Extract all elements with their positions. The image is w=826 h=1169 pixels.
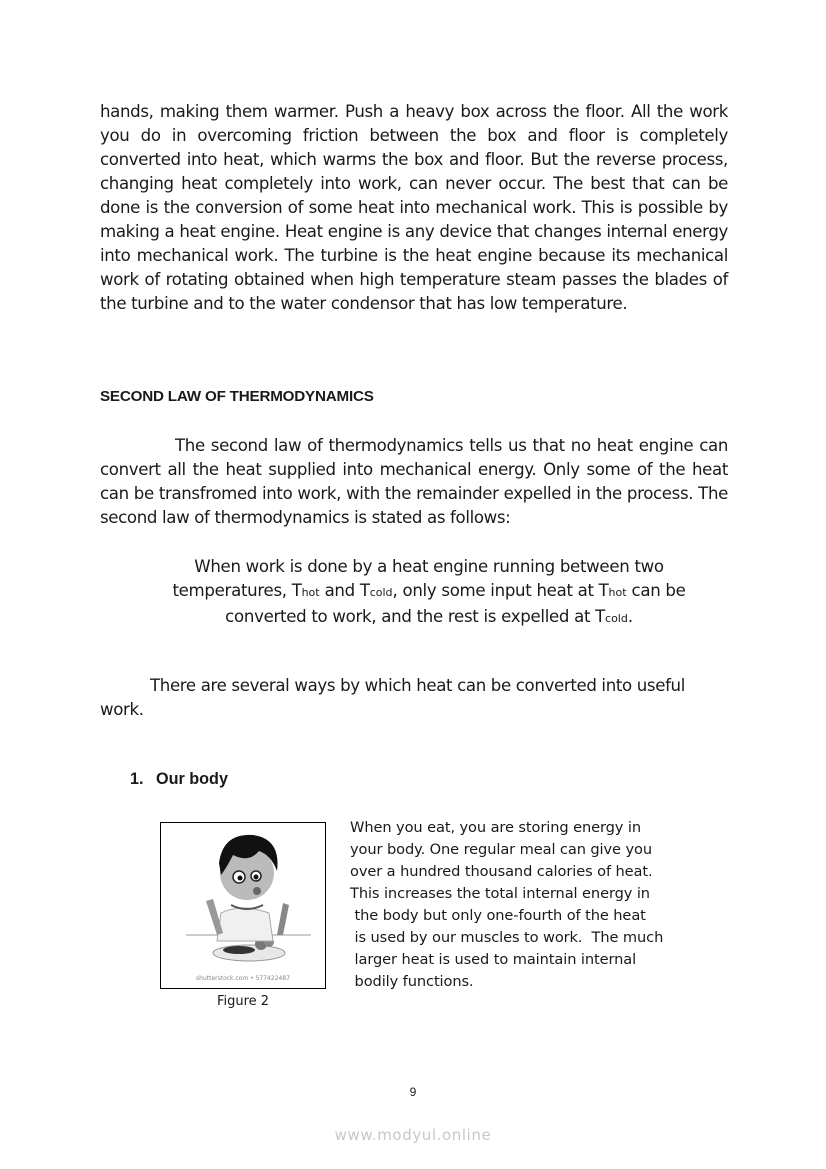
text-line: This increases the total internal energy in xyxy=(350,885,650,902)
subscript-hot: hot xyxy=(301,586,320,599)
law-text: , only some input heat at T xyxy=(392,581,609,600)
law-text: . xyxy=(627,607,633,626)
law-text: temperatures, T xyxy=(172,581,302,600)
figure-caption: Figure 2 xyxy=(216,994,270,1009)
figure-2-image xyxy=(160,822,326,989)
law-text: can be xyxy=(626,581,686,600)
watermark: www.modyul.online xyxy=(334,1126,492,1144)
page-number: 9 xyxy=(409,1085,417,1099)
text-line: bodily functions. xyxy=(350,973,474,990)
subscript-hot: hot xyxy=(608,586,627,599)
text-line: your body. One regular meal can give you xyxy=(350,841,652,858)
law-line-2 xyxy=(140,579,718,605)
list-item-title-text: Our body xyxy=(156,770,228,788)
section-paragraph xyxy=(100,434,728,530)
text-line: over a hundred thousand calories of heat. xyxy=(350,863,653,880)
our-body-description xyxy=(350,817,710,993)
law-line-1: When work is done by a heat engine running between two xyxy=(194,557,664,576)
boy-eating-illustration-icon xyxy=(161,823,325,973)
text-line: the body but only one-fourth of the heat xyxy=(350,907,646,924)
subscript-cold: cold xyxy=(605,612,628,625)
law-statement xyxy=(140,555,718,631)
list-item-title xyxy=(130,770,228,789)
text-line: When you eat, you are storing energy in xyxy=(350,819,641,836)
list-item-number: 1. xyxy=(130,770,144,788)
text-line: larger heat is used to maintain internal xyxy=(350,951,637,968)
law-text: converted to work, and the rest is expelled at T xyxy=(225,607,606,626)
ways-paragraph xyxy=(100,674,720,722)
image-credit: shutterstock.com • 577422487 xyxy=(196,975,290,982)
section-paragraph-text: The second law of thermodynamics tells us that no heat engine can convert all the heat supplied into mechanical energy. Only some of the heat can be transfromed into work, with the remainder expelled in the process. The second law of thermodynamics is stated as follows: xyxy=(100,436,728,527)
ways-paragraph-text: There are several ways by which heat can be converted into useful work. xyxy=(100,676,685,719)
law-line-3 xyxy=(140,605,718,631)
intro-paragraph: hands, making them warmer. Push a heavy box across the floor. All the work you do in overcoming friction between the box and floor is completely converted into heat, which warms the box and floor. But the reverse process, changing heat completely into work, can never occur. The best that can be done is the conversion of some heat into mechanical work. This is possible by making a heat engine. Heat engine is any device that changes internal energy into mechanical work. The turbine is the heat engine because its mechanical work of rotating obtained when high temperature steam passes the blades of the turbine and to the water condensor that has low temperature. xyxy=(100,102,728,313)
section-heading: SECOND LAW OF THERMODYNAMICS xyxy=(100,388,374,405)
text-line: is used by our muscles to work. The much xyxy=(350,929,664,946)
law-text: and T xyxy=(319,581,370,600)
subscript-cold: cold xyxy=(369,586,393,599)
